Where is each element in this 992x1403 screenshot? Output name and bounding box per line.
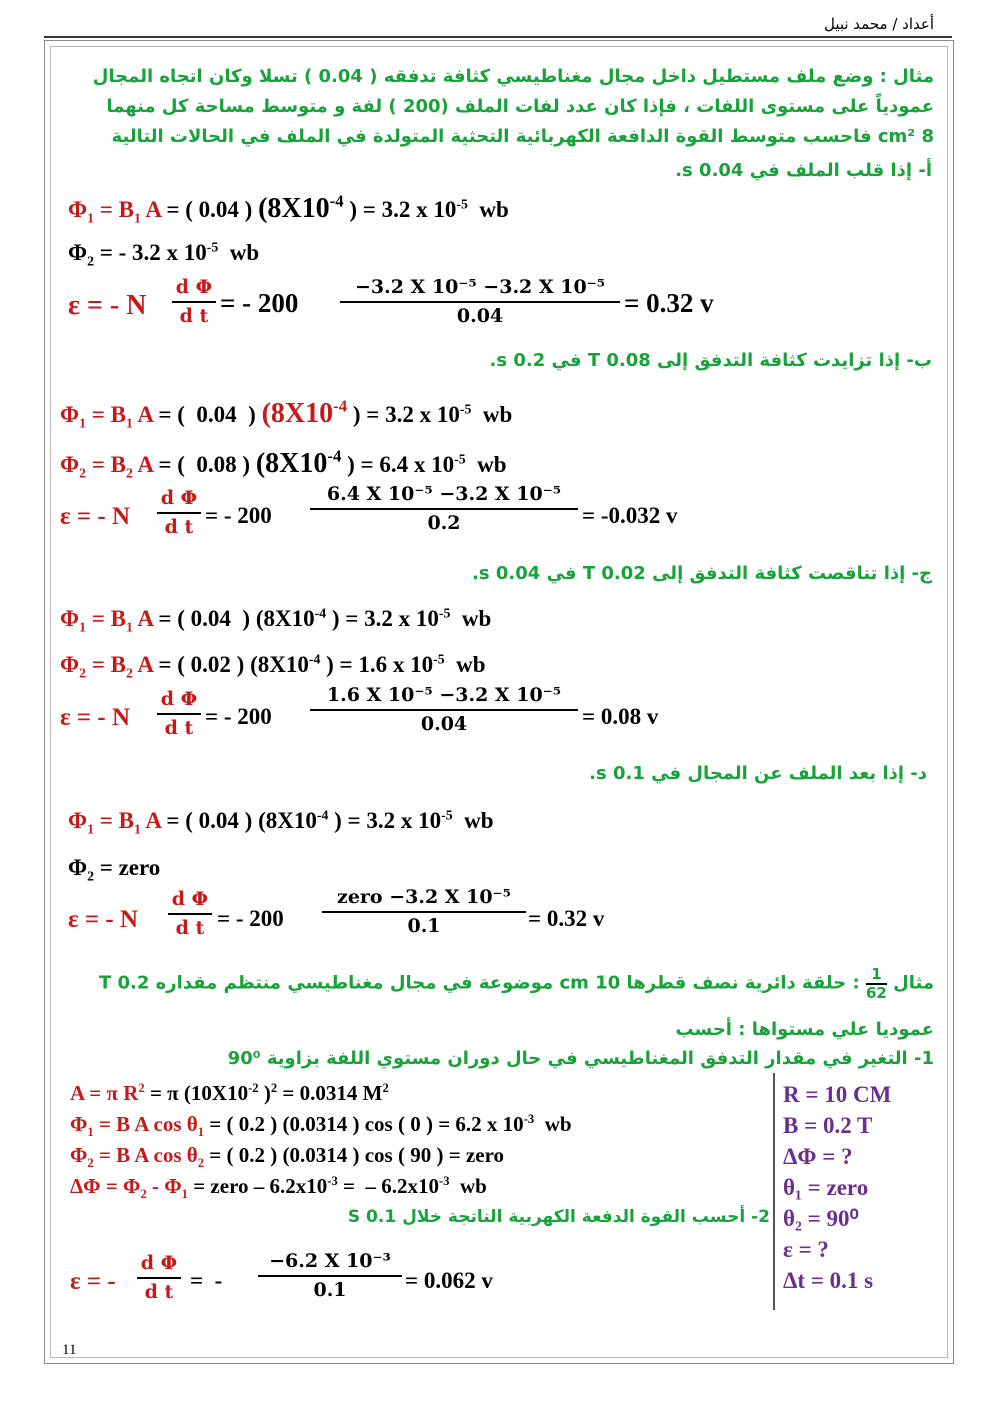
- area-calc: A = π $R^2 = \pi$ ($10X10^{-2}$ )$^2$ = 0.0314 $M^2$: [70, 1081, 389, 1105]
- given-b: B = 0.2 T: [783, 1113, 873, 1138]
- dphi-dt-c: d Φ d t: [157, 688, 201, 739]
- phi1-a: $\Phi_1 = B_1$ A = ( 0.04 ) ($8X10^{-4}$ ) = 3.2 x $10^{-5}$ wb: [68, 191, 509, 226]
- givens-divider: [773, 1073, 775, 1310]
- example1-part-c-title: ج- إذا تناقصت كثافة التدفق إلى T 0.02 في 0.04 s.: [472, 563, 932, 584]
- given-delta-phi: ΔΦ = ?: [783, 1144, 853, 1169]
- given-dt: Δt = 0.1 s: [783, 1268, 874, 1293]
- given-emf: ε = ?: [783, 1237, 829, 1262]
- author-header: أعداد / محمد نبيل: [823, 15, 934, 33]
- phi1-c: $\Phi_1 = B_1$ A = ( 0.04 ) ($8X10^{-4}$ ) = 3.2 x $10^{-5}$ wb: [60, 605, 492, 635]
- emf-symbol-b: ε = - N: [60, 503, 131, 530]
- delta-phi: $\Delta\Phi = \Phi_2 - \Phi_1$ = zero – $6.2x10^{-3}$ = – $6.2x10^{-3}$ wb: [70, 1174, 487, 1202]
- emf-symbol-c: ε = - N: [60, 704, 131, 731]
- example1-line3: 8 cm² فاحسب متوسط القوة الدافعة الكهربائية التحثية المتولدة في الملف في الحالات التالية: [111, 126, 934, 147]
- given-r: R = 10 CM: [783, 1082, 892, 1107]
- example1-part-d-title: د- إذا بعد الملف عن المجال في 0.1 s.: [589, 763, 927, 784]
- example1-line2: عمودياً على مستوى اللفات ، فإذا كان عدد لفات الملف (200 ) لفة و متوسط مساحة كل منهما: [106, 96, 934, 117]
- result-e: = 0.062 v: [405, 1268, 493, 1293]
- result-b: = -0.032 v: [582, 503, 678, 528]
- header-rule: [44, 36, 952, 38]
- result-a: = 0.32 v: [624, 288, 714, 318]
- emf-symbol-e: ε = -: [70, 1268, 116, 1295]
- n-200-a: = - 200: [220, 288, 299, 318]
- emf-symbol-d: ε = - N: [68, 906, 139, 933]
- minus-e: = -: [190, 1268, 223, 1293]
- example2-q1: 1- التغير في مقدار التدفق المغناطيسي في حال دوران مستوي اللفة بزاوية 90⁰: [227, 1048, 934, 1069]
- given-theta1: θ₁ = zero: [783, 1175, 869, 1200]
- phi2-d: $\Phi_2$ = zero: [68, 855, 161, 884]
- phi2-e: $\Phi_2 = B$ A $\cos \theta_2$ = ( 0.2 ) (0.0314 ) cos ( 90 ) = zero: [70, 1143, 505, 1171]
- n-200-b: = - 200: [205, 503, 272, 528]
- fraction-b: 6.4 X 10⁻⁵ −3.2 X 10⁻⁵ 0.2: [310, 483, 578, 534]
- phi1-d: $\Phi_1 = B_1$ A = ( 0.04 ) ($8X10^{-4}$ ) = 3.2 x $10^{-5}$ wb: [68, 807, 494, 837]
- fraction-e: −6.2 X 10⁻³ 0.1: [258, 1250, 402, 1301]
- result-d: = 0.32 v: [528, 906, 605, 931]
- emf-symbol-a: ε = - N: [68, 290, 147, 321]
- fraction-d: zero −3.2 X 10⁻⁵ 0.1: [322, 886, 526, 937]
- phi2-a: $\Phi_2$ = - 3.2 x $10^{-5}$ wb: [68, 239, 260, 269]
- example1-part-b-title: ب- إذا تزايدت كثافة التدفق إلى T 0.08 في 0.2 s.: [489, 350, 932, 371]
- fraction-a: −3.2 X 10⁻⁵ −3.2 X 10⁻⁵ 0.04: [340, 276, 620, 327]
- example2-line2: عموديا علي مستواها : أحسب: [675, 1019, 934, 1040]
- n-200-c: = - 200: [205, 704, 272, 729]
- dphi-dt-a: d Φ d t: [172, 276, 216, 327]
- example2-q2: 2- أحسب القوة الدفعة الكهربية الناتجة خلال 0.1 S: [347, 1207, 770, 1227]
- givens-list: [783, 1079, 891, 1296]
- dphi-dt-b: d Φ d t: [157, 487, 201, 538]
- example2-line1: مثال $\frac{1}{62}$ : حلقة دائرية نصف قطرها 10 cm موضوعة في مجال مغناطيسي منتظم مقداره 0.2 T: [98, 965, 934, 1002]
- dphi-dt-e: d Φ d t: [137, 1252, 181, 1303]
- given-theta2: θ₂ = 90⁰: [783, 1206, 859, 1231]
- page-number: 11: [62, 1342, 77, 1358]
- dphi-dt-d: d Φ d t: [168, 888, 212, 939]
- fraction-c: 1.6 X 10⁻⁵ −3.2 X 10⁻⁵ 0.04: [310, 684, 578, 735]
- n-200-d: = - 200: [217, 906, 284, 931]
- phi2-b: $\Phi_2 = B_2$ A = ( 0.08 ) ($8X10^{-4}$ ) = 6.4 x $10^{-5}$ wb: [60, 446, 507, 481]
- phi2-c: $\Phi_2 = B_2$ A = ( 0.02 ) ($8X10^{-4}$ ) = 1.6 x $10^{-5}$ wb: [60, 651, 486, 681]
- example1-line1: مثال : وضع ملف مستطيل داخل مجال مغناطيسي كثافة تدفقه ( 0.04 ) تسلا وكان اتجاه المجال: [92, 66, 934, 87]
- result-c: = 0.08 v: [582, 704, 659, 729]
- phi1-e: $\Phi_1 = B$ A $\cos \theta_1$ = ( 0.2 ) (0.0314 ) cos ( 0 ) = 6.2 x $10^{-3}$ wb: [70, 1112, 572, 1140]
- example1-part-a-title: أ- إذا قلب الملف في 0.04 s.: [675, 160, 932, 181]
- phi1-b: $\Phi_1 = B_1$ A = ( 0.04 ) ($8X10^{-4}$ ) = 3.2 x $10^{-5}$ wb: [60, 396, 513, 431]
